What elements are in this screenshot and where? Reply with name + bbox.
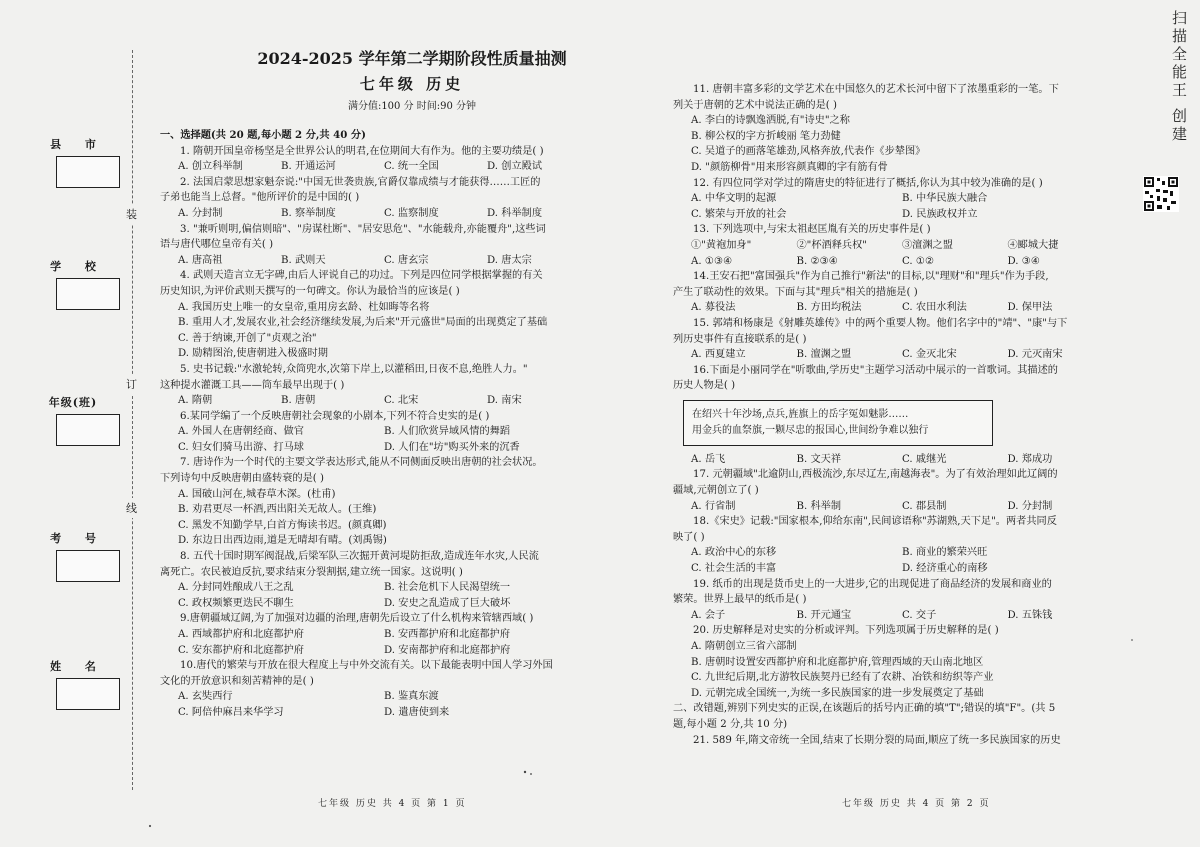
answer-option[interactable]: B. 唐朝 [281, 395, 316, 407]
answer-option[interactable]: D. 南宋 [487, 395, 522, 407]
section-title: 一、选择题(共 20 题,每小题 2 分,共 40 分) [160, 129, 366, 141]
answer-option[interactable]: ①"黄袍加身" [691, 239, 752, 251]
answer-option[interactable]: A. 募役法 [691, 302, 736, 314]
answer-option[interactable]: B. 科举制 [796, 500, 842, 512]
answer-option[interactable]: C. 统一全国 [384, 161, 439, 173]
answer-option[interactable]: A. 行省制 [691, 500, 736, 512]
question-stem: 5. 史书记载:"水激轮转,众筒兜水,次第下岸上,以灌稻田,日夜不息,绝胜人力。" [180, 363, 528, 375]
field-label: 县 市 [50, 138, 106, 151]
answer-option[interactable]: B. 鉴真东渡 [384, 691, 439, 703]
question-stem: 文化的开放意识和刻苦精神的是( ) [160, 675, 314, 687]
question-stem: 8. 五代十国时期军阀混战,后梁军队三次掘开黄河堤防拒敌,造成连年水灾,人民流 [180, 551, 539, 563]
answer-option[interactable]: A. 西夏建立 [691, 349, 746, 361]
answer-option[interactable]: B. ②③④ [796, 255, 838, 267]
answer-option[interactable]: D. 科举制度 [487, 207, 543, 219]
field-label: 考 号 [50, 532, 106, 545]
answer-option[interactable]: A. 西域都护府和北庭都护府 [178, 629, 304, 640]
answer-option[interactable]: C. 安东都护府和北庭都护府 [178, 644, 304, 656]
answer-option[interactable]: A. 会子 [691, 609, 726, 621]
answer-option[interactable]: D. 创立殿试 [487, 161, 543, 173]
question-stem: 2. 法国启蒙思想家魁奈说:"中国无世袭贵族,官爵仅靠成绩与才能获得……工匠的 [180, 176, 541, 188]
answer-option[interactable]: D. 经济重心的南移 [902, 563, 988, 575]
question-stem: 19. 纸币的出现是货币史上的一大进步,它的出现促进了商品经济的发展和商业的 [693, 578, 1052, 590]
lyrics-line: 在绍兴十年沙场,点兵,旌旗上的岳字冤如魅影…… [692, 408, 909, 420]
answer-option[interactable]: D. 东边日出西边雨,道是无晴却有晴。(刘禹锡) [178, 535, 387, 547]
exam-subtitle: 七年级 历史 [359, 75, 465, 93]
seal-char: 订 [126, 374, 137, 394]
answer-option[interactable]: C. 九世纪后期,北方游牧民族契丹已经有了农耕、冶铁和纺织等产业 [691, 672, 994, 684]
question-stem: 历史知识,为评价武则天撰写的一句碑文。你认为最恰当的应该是( ) [160, 285, 460, 297]
field-label: 年级(班) [48, 396, 98, 409]
answer-option[interactable]: B. 中华民族大融合 [902, 193, 988, 205]
answer-option[interactable]: C. 阿倍仲麻吕来华学习 [178, 706, 284, 718]
answer-option[interactable]: C. 黑发不知勤学早,白首方悔读书迟。(颜真卿) [178, 519, 387, 531]
page-footer-right: 七年级 历史 共 4 页 第 2 页 [842, 799, 991, 809]
answer-option[interactable]: B. 方田均税法 [796, 302, 862, 314]
answer-option[interactable]: A. 隋朝 [178, 395, 213, 407]
question-stem: 历史人物是( ) [673, 380, 736, 392]
question-stem: 映了( ) [673, 531, 705, 543]
answer-option[interactable]: C. ①② [902, 255, 935, 267]
question-stem: 疆域,元朝创立了( ) [673, 485, 759, 497]
answer-option[interactable]: C. 金灭北宋 [902, 349, 957, 361]
question-stem: 这种提水灌溉工具——筒车最早出现于( ) [160, 379, 345, 391]
answer-option[interactable]: A. 隋朝创立三省六部制 [691, 641, 797, 652]
question-stem: 下列诗句中反映唐朝由盛转衰的是( ) [160, 473, 324, 485]
answer-option[interactable]: ③澶渊之盟 [902, 239, 953, 251]
answer-option[interactable]: A. 政治中心的东移 [691, 547, 777, 559]
question-stem: 3. "兼听则明,偏信则暗"、"房谋杜断"、"居安思危"、"水能载舟,亦能覆舟",这些词 [180, 223, 546, 235]
answer-option[interactable]: D. 安史之乱造成了巨大破坏 [384, 597, 511, 609]
answer-option[interactable]: A. 国破山河在,城春草木深。(杜甫) [178, 488, 336, 500]
answer-option[interactable]: B. 商业的繁荣兴旺 [902, 547, 988, 559]
answer-option[interactable]: C. 北宋 [384, 395, 419, 407]
question-stem: 16.下面是小丽同学在"听歌曲,学历史"主题学习活动中展示的一首歌词。其描述的 [693, 364, 1058, 376]
question-stem: 4. 武则天造言立无字碑,由后人评说自己的功过。下列是四位同学根据掌握的有关 [180, 270, 543, 282]
answer-option[interactable]: C. 交子 [902, 609, 937, 621]
question-stem: 产生了联动性的效果。下面与其"理兵"相关的措施是( ) [673, 286, 918, 298]
page-footer-left: 七年级 历史 共 4 页 第 1 页 [318, 799, 467, 809]
answer-option[interactable]: A. 玄奘西行 [178, 691, 233, 703]
section-title-line: 二、改错题,辨别下列史实的正误,在该题后的括号内正确的填"T";错误的填"F"。(共 5 [673, 703, 1056, 715]
answer-option[interactable]: D. 遣唐使到来 [384, 706, 450, 718]
answer-option[interactable]: D. 唐太宗 [487, 254, 532, 266]
question-stem: 7. 唐诗作为一个时代的主要文学表达形式,能从不同侧面反映出唐朝的社会状况。 [180, 457, 543, 469]
answer-option[interactable]: B. 安西都护府和北庭都护府 [384, 629, 511, 640]
answer-option[interactable]: D. 元朝完成全国统一,为统一多民族国家的进一步发展奠定了基础 [691, 687, 984, 699]
question-stem: 20. 历史解释是对史实的分析或评判。下列选项属于历史解释的是( ) [693, 625, 999, 637]
question-stem: 17. 元朝疆域"北逾阴山,西极流沙,东尽辽左,南越海表"。为了有效治理如此辽阔的 [693, 469, 1058, 481]
question-stem: 列关于唐朝的艺术中说法正确的是( ) [673, 99, 837, 111]
answer-option[interactable]: ②"杯酒释兵权" [796, 239, 867, 251]
answer-option[interactable]: B. 劝君更尽一杯酒,西出阳关无故人。(王维) [178, 504, 377, 516]
answer-option[interactable]: D. 励精图治,使唐朝进入极盛时期 [178, 348, 328, 360]
answer-option[interactable]: ④郾城大捷 [1007, 239, 1059, 251]
answer-option[interactable]: C. 吴道子的画落笔雄劲,风格奔放,代表作《步辇图》 [691, 146, 926, 158]
question-stem: 语与唐代哪位皇帝有关( ) [160, 239, 274, 251]
question-stem: 12. 有四位同学对学过的隋唐史的特征进行了概括,你认为其中较为准确的是( ) [693, 177, 1043, 189]
answer-option[interactable]: C. 戚继光 [902, 453, 947, 465]
answer-option[interactable]: C. 妇女们骑马出游、打马球 [178, 441, 304, 453]
answer-option[interactable]: A. 外国人在唐朝经商、做官 [178, 426, 304, 438]
question-stem: 子弟也能当上总督。"他所评价的是中国的( ) [160, 192, 360, 204]
answer-option[interactable]: C. 唐玄宗 [384, 254, 429, 266]
scanner-watermark: 扫描全能王 创建 [1170, 10, 1188, 144]
answer-option[interactable]: B. 开通运河 [281, 161, 336, 173]
score-info: 满分值:100 分 时间:90 分钟 [347, 101, 477, 112]
question-stem: 13. 下列选项中,与宋太祖赵匡胤有关的历史事件是( ) [693, 224, 931, 236]
answer-option[interactable]: D. 郑成功 [1007, 453, 1053, 465]
answer-option[interactable]: B. 武则天 [281, 254, 326, 266]
answer-option[interactable]: B. 澶渊之盟 [796, 349, 852, 361]
answer-option[interactable]: A. 创立科举制 [178, 161, 243, 173]
answer-option[interactable]: A. 分封制 [178, 207, 223, 219]
answer-option[interactable]: B. 开元通宝 [796, 609, 852, 621]
question-stem: 15. 郭靖和杨康是《射雕英雄传》中的两个重要人物。他们名字中的"靖"、"康"与下 [693, 317, 1068, 329]
answer-option[interactable]: B. 察举制度 [281, 207, 336, 219]
answer-option[interactable]: D. 分封制 [1007, 500, 1053, 512]
answer-option[interactable]: D. "颜筋柳骨"用来形容颜真卿的字有筋有骨 [691, 161, 888, 173]
answer-option[interactable]: C. 农田水利法 [902, 302, 967, 314]
question-21: 21. 589 年,隋文帝统一全国,结束了长期分裂的局面,顺应了统一多民族国家的历史 [693, 734, 1061, 746]
answer-option[interactable]: B. 社会危机下人民渴望统一 [384, 582, 511, 594]
exam-title: 2024-2025 学年第二学期阶段性质量抽测 [257, 49, 567, 68]
answer-option[interactable]: D. ③④ [1007, 255, 1041, 267]
seal-char: 线 [126, 498, 137, 518]
answer-option[interactable]: B. 人们欣赏异域风情的舞蹈 [384, 426, 511, 438]
answer-option[interactable]: D. 五铢钱 [1007, 609, 1053, 621]
answer-option[interactable]: A. 岳飞 [691, 453, 726, 465]
answer-option[interactable]: A. 分封同姓酿成八王之乱 [178, 582, 294, 594]
answer-option[interactable]: A. 我国历史上唯一的女皇帝,重用房玄龄、杜如晦等名将 [178, 301, 430, 313]
question-stem: 1. 隋朝开国皇帝杨坚是全世界公认的明君,在位期间大有作为。他的主要功绩是( ) [180, 145, 544, 157]
answer-option[interactable]: B. 柳公权的字方折峻丽 笔力劲健 [691, 130, 841, 142]
answer-option[interactable]: D. 民族政权并立 [902, 208, 978, 220]
answer-option[interactable]: B. 唐朝时设置安西都护府和北庭都护府,管理西域的天山南北地区 [691, 656, 984, 668]
question-stem: 10.唐代的繁荣与开放在很大程度上与中外交流有关。以下最能表明中国人学习外国 [180, 660, 553, 672]
answer-option[interactable]: C. 监察制度 [384, 207, 439, 219]
answer-option[interactable]: D. 人们在"坊"购买外来的沉香 [384, 441, 520, 453]
answer-option[interactable]: A. 中华文明的起源 [691, 193, 777, 205]
answer-option[interactable]: D. 元灭南宋 [1007, 349, 1063, 361]
section-title-line: 题,每小题 2 分,共 10 分) [673, 718, 788, 730]
answer-option[interactable]: C. 善于纳谏,开创了"贞观之治" [178, 332, 317, 344]
question-stem: 6.某同学编了一个反映唐朝社会现象的小剧本,下列不符合史实的是( ) [180, 410, 490, 422]
answer-option[interactable]: B. 文天祥 [796, 453, 842, 465]
answer-option[interactable]: C. 繁荣与开放的社会 [691, 208, 787, 220]
question-stem: 离死亡。农民被迫反抗,要求结束分裂割据,建立统一国家。这说明( ) [160, 566, 463, 578]
question-stem: 繁荣。世界上最早的纸币是( ) [673, 594, 807, 606]
answer-option[interactable]: D. 保甲法 [1007, 302, 1053, 314]
question-stem: 14.王安石把"富国强兵"作为自己推行"新法"的目标,以"理财"和"理兵"作为手段, [693, 271, 1049, 283]
seal-char: 装 [126, 204, 137, 224]
question-stem: 9.唐朝疆域辽阔,为了加强对边疆的治理,唐朝先后设立了什么机构来管辖西域( ) [180, 613, 534, 625]
answer-option[interactable]: C. 政权频繁更迭民不聊生 [178, 597, 294, 609]
question-stem: 11. 唐朝丰富多彩的文学艺术在中国悠久的艺术长河中留下了浓墨重彩的一笔。下 [693, 84, 1059, 95]
answer-option[interactable]: D. 安南都护府和北庭都护府 [384, 644, 511, 656]
question-stem: 18.《宋史》记载:"国家根本,仰给东南",民间谚语称"苏湖熟,天下足"。两者共同反 [693, 516, 1057, 528]
answer-option[interactable]: B. 重用人才,发展农业,社会经济继续发展,为后来"开元盛世"局面的出现奠定了基础 [178, 317, 548, 329]
field-label: 姓 名 [50, 660, 106, 673]
answer-option[interactable]: A. ①③④ [691, 255, 733, 267]
question-stem: 列历史事件有直接联系的是( ) [673, 333, 807, 345]
answer-option[interactable]: A. 李白的诗飘逸洒脱,有"诗史"之称 [691, 115, 850, 127]
field-label: 学 校 [50, 260, 106, 273]
lyrics-line: 用金兵的血祭旗,一颗尽忠的报国心,世间纷争难以独行 [692, 424, 929, 436]
answer-option[interactable]: A. 唐高祖 [178, 254, 223, 266]
answer-option[interactable]: C. 郡县制 [902, 500, 947, 512]
answer-option[interactable]: C. 社会生活的丰富 [691, 563, 777, 575]
